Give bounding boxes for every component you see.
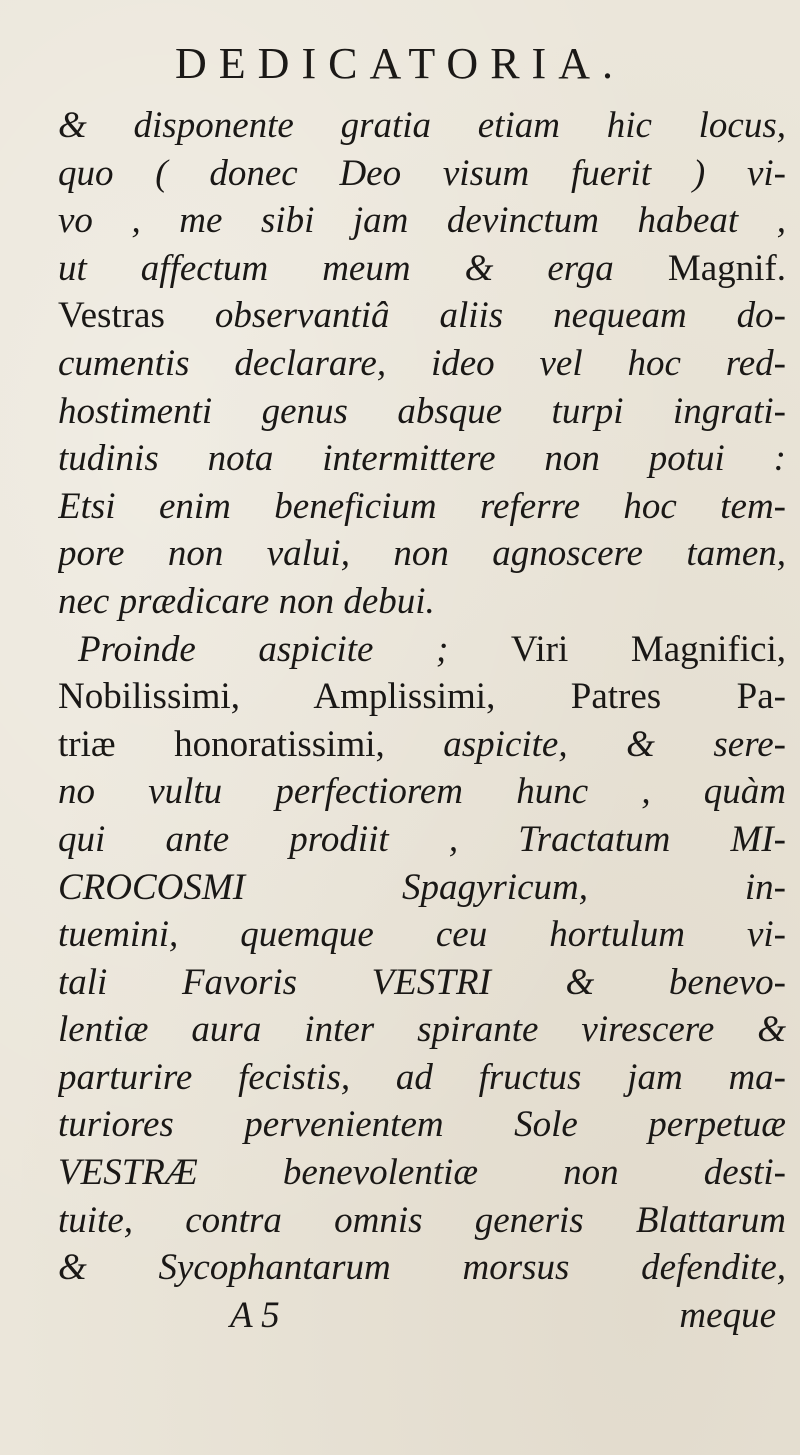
text-segment: triæ honoratissimi,: [58, 723, 444, 765]
text-segment: Viri Magnifici,: [510, 628, 786, 670]
text-line: [58, 816, 786, 864]
text-line: [58, 197, 786, 245]
text-line: [58, 1006, 786, 1054]
text-line: [58, 1244, 786, 1292]
text-segment: CROCOSMI Spagyricum, in-: [58, 866, 786, 908]
text-segment: parturire fecistis, ad fructus jam ma-: [58, 1056, 786, 1098]
text-line: [58, 673, 786, 721]
text-segment: & disponente gratia etiam hic locus,: [58, 105, 786, 146]
text-line: [58, 959, 786, 1007]
signature-mark: A 5: [230, 1294, 280, 1336]
text-line: [58, 578, 786, 626]
text-line: [58, 721, 786, 769]
text-segment: aspicite, & sere-: [443, 723, 786, 765]
text-segment: turiores pervenientem Sole perpetuæ: [58, 1104, 786, 1146]
text-segment: tuite, contra omnis generis Blattarum: [58, 1199, 786, 1241]
text-segment: vo , me sibi jam devinctum habeat ,: [58, 200, 786, 242]
text-segment: tudinis nota intermittere non potui :: [58, 438, 786, 480]
text-segment: & Sycophantarum morsus defendite,: [58, 1247, 786, 1289]
text-line: [58, 483, 786, 531]
text-line: [58, 1197, 786, 1245]
text-line: [58, 768, 786, 816]
text-segment: cumentis declarare, ideo vel hoc red-: [58, 342, 786, 384]
text-line: [58, 150, 786, 198]
text-line: [58, 435, 786, 483]
text-segment: tali Favoris VESTRI & benevo-: [58, 961, 786, 1003]
text-line: [58, 1101, 786, 1149]
text-block: [58, 102, 786, 1339]
text-line: [58, 340, 786, 388]
text-segment: Etsi enim beneficium referre hoc tem-: [58, 485, 786, 527]
text-line: [58, 1149, 786, 1197]
text-line: [58, 245, 786, 293]
text-segment: VESTRÆ benevolentiæ non desti-: [58, 1152, 786, 1194]
text-line: [58, 102, 786, 150]
catchword: meque: [679, 1294, 776, 1336]
text-line: [58, 292, 786, 340]
text-line: [58, 911, 786, 959]
text-segment: Vestras: [58, 295, 215, 337]
text-segment: hostimenti genus absque turpi ingrati-: [58, 390, 786, 432]
text-segment: observantiâ aliis nequeam do-: [214, 295, 786, 337]
text-segment: no vultu perfectiorem hunc , quàm: [58, 771, 786, 813]
text-segment: quo ( donec Deo visum fuerit ) vi-: [58, 152, 786, 194]
text-segment: qui ante prodiit , Tractatum MI-: [58, 818, 786, 860]
text-line: [58, 864, 786, 912]
text-line: [58, 626, 786, 674]
text-segment: pore non valui, non agnoscere tamen,: [58, 533, 786, 575]
text-line: [58, 388, 786, 436]
text-segment: Magnif.: [667, 247, 786, 289]
page-footer: [58, 1292, 786, 1340]
text-segment: tuemini, quemque ceu hortulum vi-: [58, 914, 786, 956]
text-segment: Proinde aspicite ;: [78, 628, 511, 670]
text-segment: ut affectum meum & erga: [58, 247, 668, 289]
text-segment: Nobilissimi, Amplissimi, Patres Pa-: [58, 676, 786, 718]
text-segment: nec prædicare non debui.: [58, 580, 435, 622]
text-line: [58, 530, 786, 578]
text-line: [58, 1054, 786, 1102]
text-segment: lentiæ aura inter spirante virescere &: [58, 1009, 786, 1051]
page-header: DEDICATORIA.: [175, 39, 625, 88]
